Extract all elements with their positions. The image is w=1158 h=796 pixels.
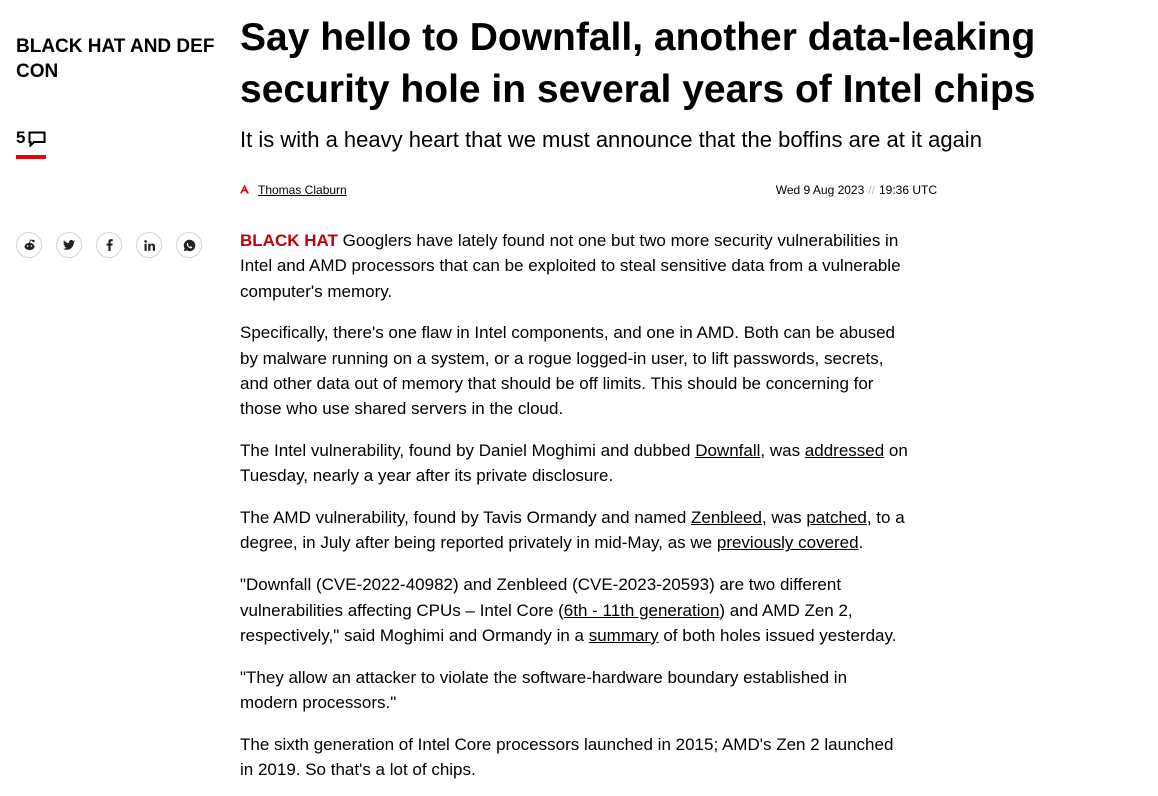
paragraph-text: , was <box>761 508 807 528</box>
downfall-link[interactable]: Downfall <box>695 441 761 461</box>
comments-link[interactable] <box>16 128 46 159</box>
generation-link[interactable]: 6th - 11th generation <box>563 600 720 620</box>
comment-bubble-icon <box>28 131 46 152</box>
publish-time: 19:36 UTC <box>878 183 937 197</box>
comment-count: 5 <box>16 128 26 147</box>
paragraph-6: "They allow an attacker to violate the software-hardware boundary established in modern processors." <box>240 667 848 712</box>
paragraph-text: The Intel vulnerability, found by Daniel Moghimi and dubbed <box>240 441 696 461</box>
zenbleed-link[interactable]: Zenbleed <box>691 508 762 528</box>
publish-date: Wed 9 Aug 2023 <box>775 183 865 197</box>
reddit-icon[interactable] <box>16 232 42 258</box>
paragraph-4 <box>240 505 908 556</box>
author-byline <box>240 182 347 198</box>
paragraph-text: "Downfall (CVE-2022-40982) and Zenbleed (CVE-2023-20593) are two different vulnerabilities affecting CPUs – Intel Core ( <box>240 575 842 620</box>
paragraph-text: . <box>858 533 864 553</box>
paragraph-text: of both holes issued yesterday. <box>658 625 897 645</box>
article-standfirst: It is with a heavy heart that we must announce that the boffins are at it again <box>240 127 982 152</box>
twitter-icon[interactable] <box>56 232 82 258</box>
paragraph-text: ) and AMD Zen 2, respectively," said Moghimi and Ormandy in a <box>240 600 853 645</box>
dateline <box>776 182 937 198</box>
paragraph-7: The sixth generation of Intel Core processors launched in 2015; AMD's Zen 2 launched in 2019. So that's a lot of chips. <box>240 734 894 780</box>
linkedin-icon[interactable] <box>136 232 162 258</box>
paragraph-3 <box>240 438 908 489</box>
previously-covered-link[interactable]: previously covered <box>716 533 859 553</box>
paragraph-text: Googlers have lately found not one but two more security vulnerabilities in Intel and AMD processors that can be exploited to steal sensitive data from a vulnerable computer's memory. <box>240 231 901 301</box>
summary-link[interactable]: summary <box>588 625 659 645</box>
author-link[interactable]: Thomas Claburn <box>258 183 347 197</box>
paragraph-1 <box>240 228 908 304</box>
paragraph-text: , was <box>760 441 805 461</box>
facebook-icon[interactable] <box>96 232 122 258</box>
patched-link[interactable]: patched <box>806 508 867 528</box>
paragraph-text: The AMD vulnerability, found by Tavis Ormandy and named <box>240 508 692 528</box>
paragraph-text: on Tuesday, nearly a year after its private disclosure. <box>240 441 908 486</box>
share-buttons <box>16 232 202 258</box>
paragraph-text: , to a degree, in July after being reported privately in mid-May, as we <box>240 508 905 553</box>
author-icon <box>240 182 250 198</box>
byline-row <box>240 182 937 198</box>
addressed-link[interactable]: addressed <box>804 441 885 461</box>
article-body <box>240 228 908 796</box>
whatsapp-icon[interactable] <box>176 232 202 258</box>
date-separator: // <box>868 183 875 197</box>
section-label[interactable]: BLACK HAT AND DEF CON <box>16 36 215 82</box>
article-headline: Say hello to Downfall, another data-leaking security hole in several years of Intel chips <box>240 16 1036 111</box>
paragraph-2: Specifically, there's one flaw in Intel components, and one in AMD. Both can be abused by malware running on a system, or a rogue logged-in user, to lift passwords, secrets, and other data out of memory that should be off limits. This should be concerning for those who use shared servers in the cloud. <box>240 323 895 419</box>
kicker: BLACK HAT <box>240 231 338 250</box>
paragraph-5 <box>240 572 908 648</box>
